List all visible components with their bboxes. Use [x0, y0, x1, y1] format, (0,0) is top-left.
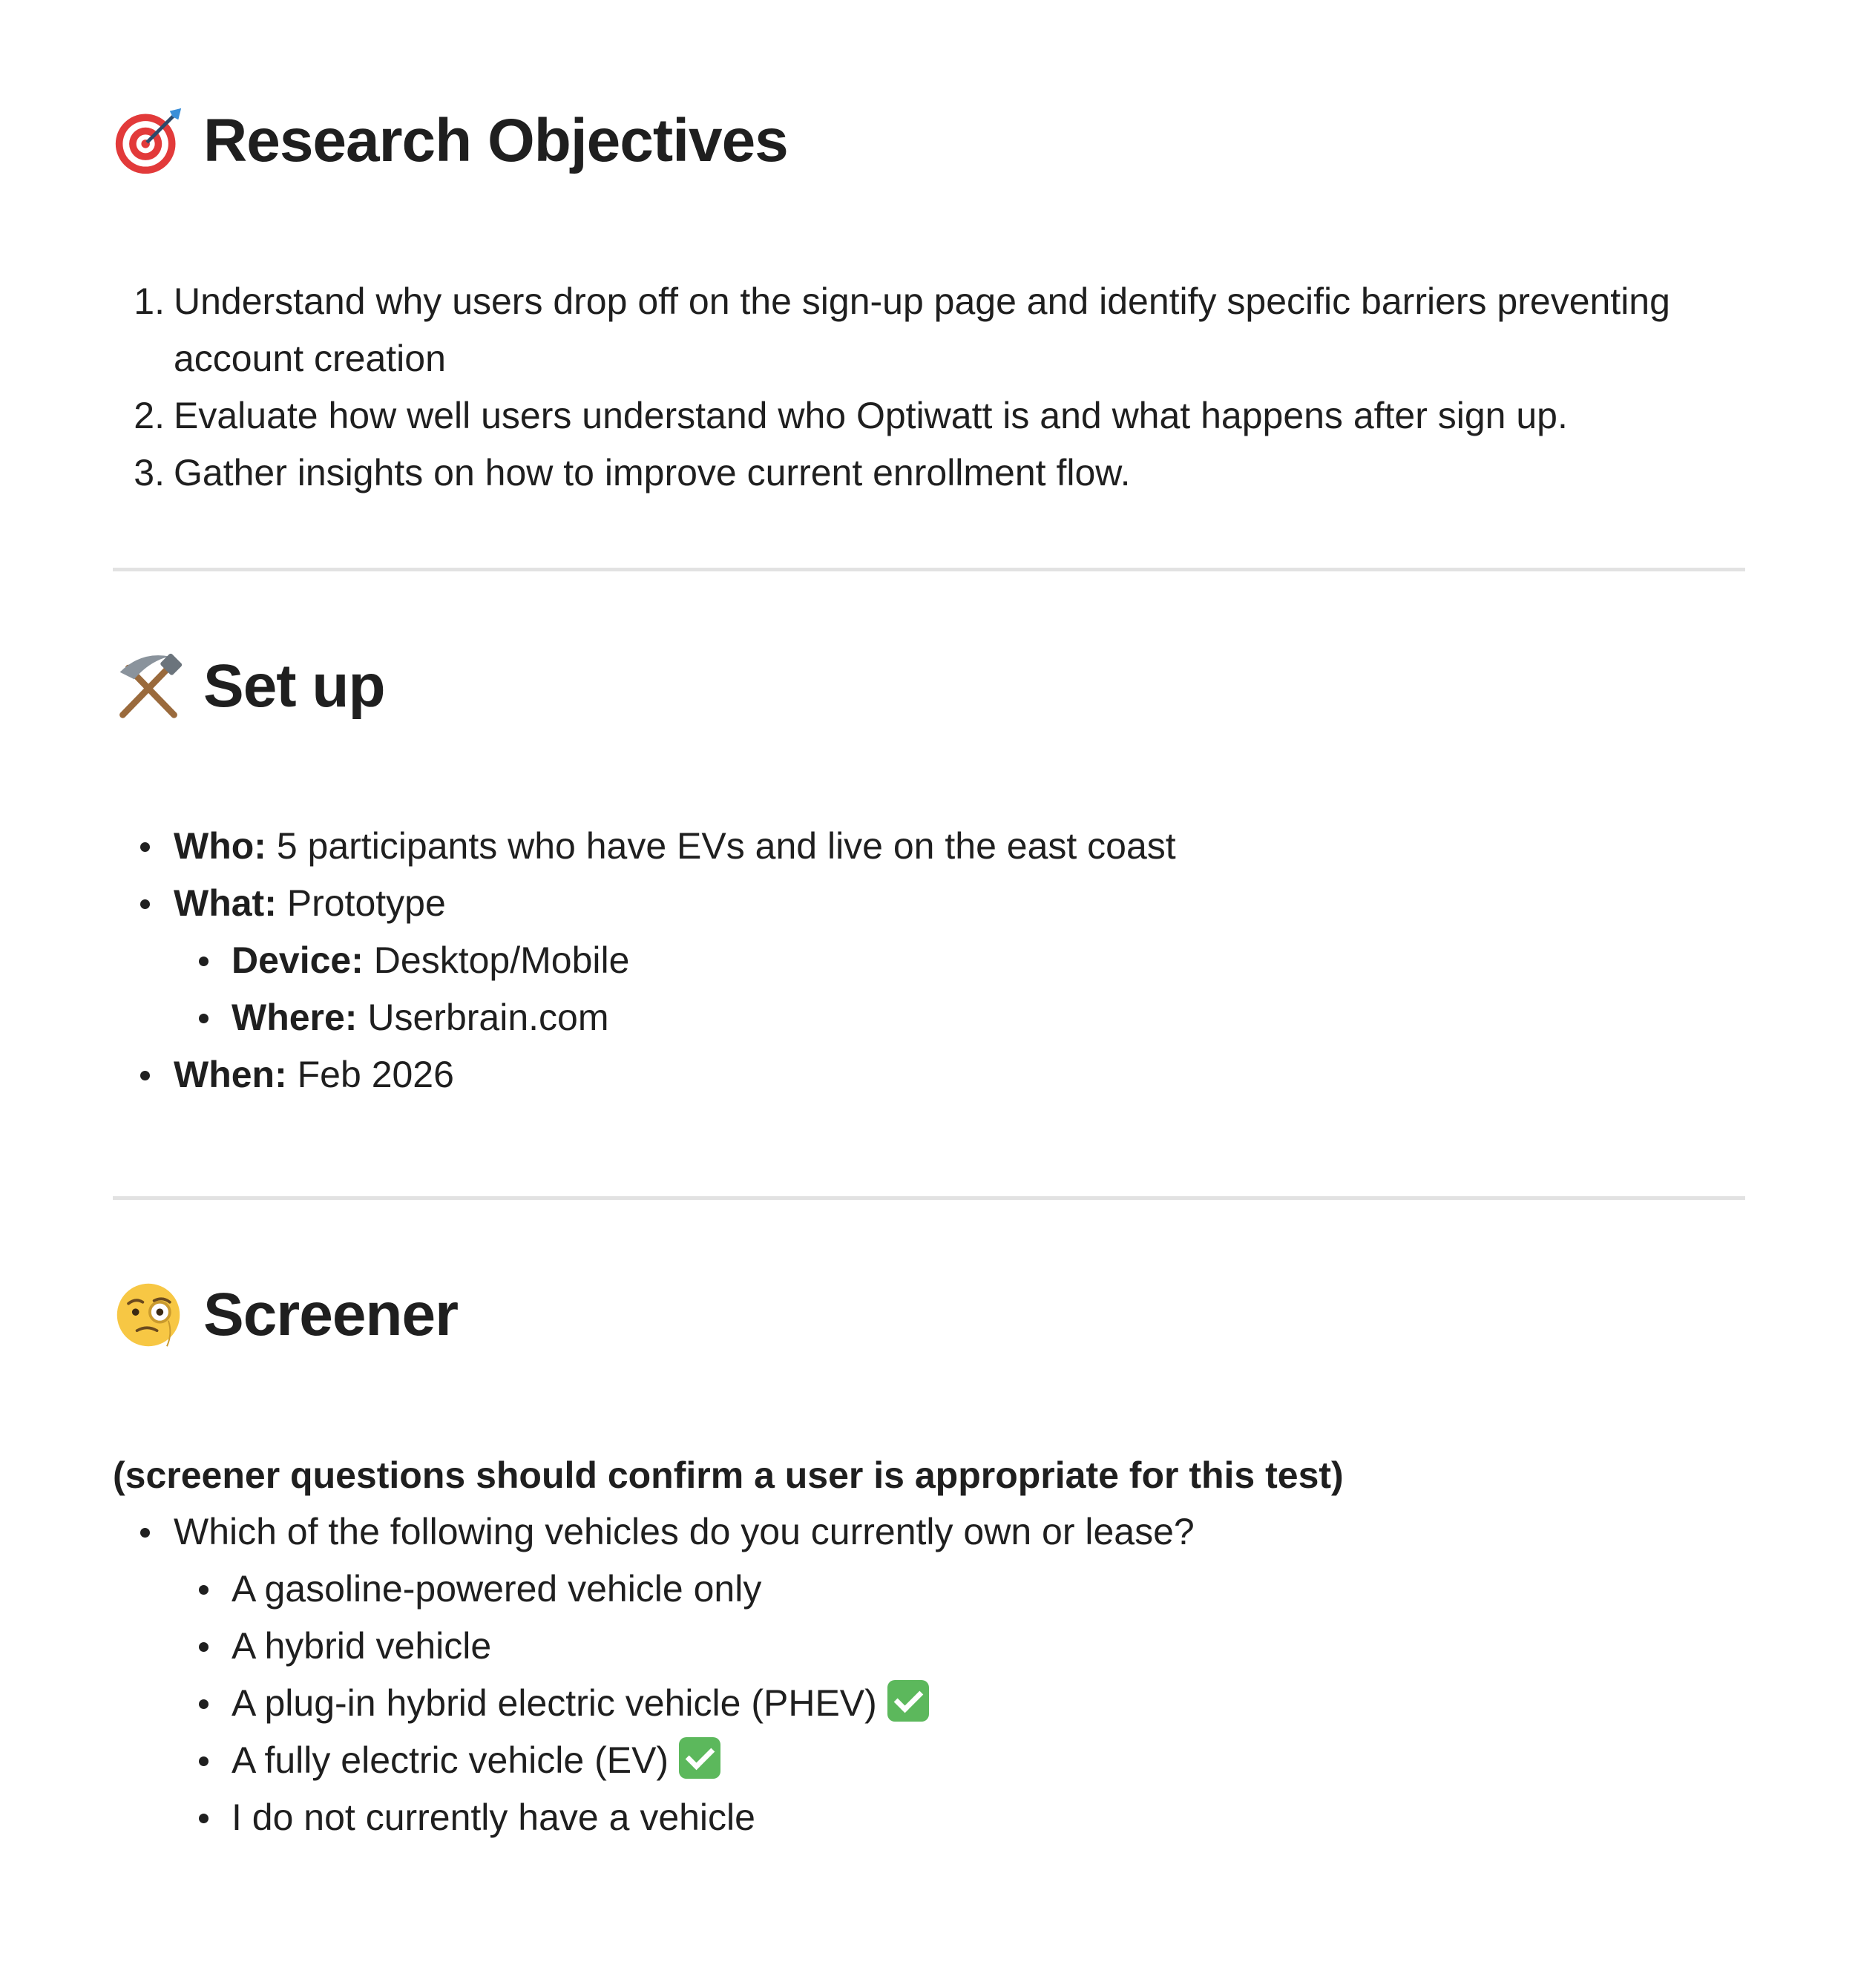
- section-title: Screener: [203, 1281, 459, 1348]
- check-mark-icon: [679, 1737, 720, 1779]
- section-title: Research Objectives: [203, 107, 788, 174]
- setup-what: [113, 875, 1708, 1046]
- objective-item: Evaluate how well users understand who Optiwatt is and what happens after sign up.: [174, 395, 1568, 436]
- screener-questions: [113, 1503, 1708, 1846]
- field-value: 5 participants who have EVs and live on the east coast: [276, 825, 1176, 867]
- option-label: I do not currently have a vehicle: [232, 1797, 755, 1838]
- objectives-list: [113, 273, 1769, 502]
- answer-option: [174, 1732, 1708, 1789]
- field-value: Prototype: [286, 882, 446, 924]
- field-label: Where:: [232, 997, 358, 1038]
- screener-heading: [113, 1274, 458, 1356]
- option-label: A fully electric vehicle (EV): [232, 1739, 669, 1781]
- target-icon: [113, 105, 184, 177]
- answer-option: [174, 1561, 1708, 1618]
- field-value: Desktop/Mobile: [373, 939, 630, 981]
- objective-item: Gather insights on how to improve current enrollment flow.: [174, 452, 1131, 493]
- setup-when: [113, 1046, 1708, 1103]
- setup-details: [113, 818, 1708, 1103]
- field-label: Who:: [174, 825, 266, 867]
- screener-list: [113, 1503, 1708, 1846]
- setup-where: [174, 989, 1708, 1046]
- objective-item: Understand why users drop off on the sign-up page and identify specific barriers preventing account creation: [174, 281, 1670, 379]
- hammer-and-pick-icon: [113, 651, 184, 722]
- setup-who: [113, 818, 1708, 875]
- answer-options: [174, 1561, 1708, 1846]
- check-mark-icon: [887, 1680, 929, 1722]
- answer-option: [174, 1789, 1708, 1846]
- field-label: When:: [174, 1054, 287, 1095]
- field-value: Userbrain.com: [367, 997, 609, 1038]
- research-objectives-heading: [113, 100, 788, 182]
- option-label: A gasoline-powered vehicle only: [232, 1568, 762, 1610]
- setup-list: [113, 818, 1708, 1103]
- field-label: What:: [174, 882, 277, 924]
- monocle-face-icon: [113, 1279, 184, 1351]
- answer-option: [174, 1618, 1708, 1675]
- field-label: Device:: [232, 939, 364, 981]
- section-title: Set up: [203, 652, 385, 720]
- option-label: A plug-in hybrid electric vehicle (PHEV): [232, 1682, 877, 1724]
- section-divider: [113, 1196, 1745, 1200]
- setup-sublist: [174, 932, 1708, 1046]
- option-label: A hybrid vehicle: [232, 1625, 492, 1667]
- setup-heading: [113, 646, 385, 727]
- section-divider: [113, 568, 1745, 571]
- field-value: Feb 2026: [297, 1054, 454, 1095]
- screener-question: [113, 1503, 1708, 1846]
- setup-device: [174, 932, 1708, 989]
- screener-note: (screener questions should confirm a user is appropriate for this test): [113, 1454, 1344, 1496]
- answer-option: [174, 1675, 1708, 1732]
- question-text: Which of the following vehicles do you currently own or lease?: [174, 1511, 1195, 1552]
